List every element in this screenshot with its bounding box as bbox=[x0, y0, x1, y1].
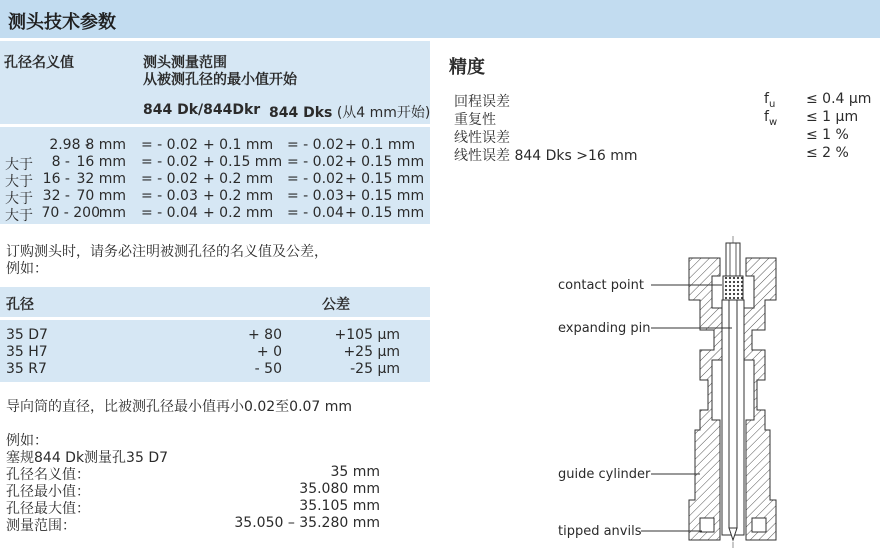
row-prefix: 大于 bbox=[5, 157, 33, 173]
row-from: 16 - bbox=[42, 171, 70, 187]
example-label: 测量范围： bbox=[6, 518, 76, 534]
precision-title: 精度 bbox=[449, 57, 485, 78]
row-prefix: 大于 bbox=[5, 208, 33, 224]
example-value: 35.080 mm bbox=[299, 481, 380, 497]
precision-symbol: $f_w$ bbox=[764, 109, 778, 128]
row-from: 70 - 200 bbox=[41, 205, 100, 221]
example-label: 孔径名义值： bbox=[6, 467, 90, 483]
example-label: 孔径最大值： bbox=[6, 501, 90, 517]
body-right bbox=[744, 258, 776, 540]
order-note-line2: 例如： bbox=[6, 261, 48, 277]
row-from: 32 - bbox=[42, 188, 70, 204]
example-label: 孔径最小值： bbox=[6, 484, 90, 500]
example-line1: 例如： bbox=[6, 433, 48, 449]
tolerance-mm: + 0 bbox=[256, 344, 282, 360]
precision-value: ≤ 2 % bbox=[806, 145, 849, 161]
row-dk-min: = - 0.02 bbox=[141, 137, 198, 153]
example-value: 35.050 – 35.280 mm bbox=[234, 515, 380, 531]
bore-value: 35 H7 bbox=[6, 344, 48, 360]
tolerance-um: +105 µm bbox=[334, 327, 400, 343]
row-dks-max: + 0.15 mm bbox=[345, 188, 425, 204]
tolerance-mm: + 80 bbox=[248, 327, 282, 343]
row-dk-min: = - 0.04 bbox=[141, 205, 198, 221]
precision-value: ≤ 1 µm bbox=[806, 109, 859, 125]
row-dk-min: = - 0.02 bbox=[141, 171, 198, 187]
precision-label: 回程误差 bbox=[454, 94, 510, 110]
row-dk-max: + 0.2 mm bbox=[203, 171, 274, 187]
row-to: 70 mm bbox=[76, 188, 126, 204]
row-dk-max: + 0.15 mm bbox=[203, 154, 283, 170]
precision-value: ≤ 1 % bbox=[806, 127, 849, 143]
row-dks-min: = - 0.04 bbox=[287, 205, 344, 221]
contact-point bbox=[723, 276, 743, 300]
row-dks-max: + 0.15 mm bbox=[345, 205, 425, 221]
bore-value: 35 D7 bbox=[6, 327, 48, 343]
row-prefix: 大于 bbox=[5, 191, 33, 207]
page-title: 测头技术参数 bbox=[8, 12, 116, 33]
precision-label: 重复性 bbox=[454, 112, 496, 128]
subheader-dk: 844 Dk/844Dkr bbox=[143, 102, 261, 118]
row-dk-max: + 0.2 mm bbox=[203, 188, 274, 204]
col-bore-header: 孔径 bbox=[6, 297, 34, 313]
tolerance-um: +25 µm bbox=[343, 344, 400, 360]
tolerance-um: -25 µm bbox=[350, 361, 400, 377]
row-to: 8 mm bbox=[85, 137, 126, 153]
row-dks-min: = - 0.02 bbox=[287, 154, 344, 170]
row-dks-min: = - 0.02 bbox=[287, 171, 344, 187]
label-contact-point: contact point bbox=[558, 278, 644, 293]
row-from: 8 - bbox=[51, 154, 70, 170]
col-range-header-line2: 从被测孔径的最小值开始 bbox=[143, 72, 297, 88]
tolerance-mm: - 50 bbox=[254, 361, 282, 377]
order-note-line1: 订购测头时，请务必注明被测孔径的名义值及公差， bbox=[6, 244, 328, 260]
row-dks-min: = - 0.02 bbox=[287, 137, 344, 153]
body-left bbox=[689, 258, 722, 540]
precision-label: 线性误差 844 Dks >16 mm bbox=[454, 148, 638, 164]
label-guide-cylinder: guide cylinder bbox=[558, 467, 651, 482]
label-tipped-anvils: tipped anvils bbox=[558, 524, 642, 539]
bore-value: 35 R7 bbox=[6, 361, 47, 377]
row-dk-min: = - 0.03 bbox=[141, 188, 198, 204]
tipped-anvil-left bbox=[700, 518, 714, 532]
row-to: 32 mm bbox=[76, 171, 126, 187]
row-to: mm bbox=[98, 205, 126, 221]
col-range-header-line1: 测头测量范围 bbox=[143, 55, 227, 71]
row-dks-max: + 0.1 mm bbox=[345, 137, 416, 153]
precision-value: ≤ 0.4 µm bbox=[806, 91, 872, 107]
row-dk-max: + 0.1 mm bbox=[203, 137, 274, 153]
expanding-pin bbox=[729, 300, 737, 528]
precision-symbol: $f_u$ bbox=[764, 91, 776, 110]
row-from: 2.98 - bbox=[49, 137, 90, 153]
label-expanding-pin: expanding pin bbox=[558, 321, 651, 336]
row-to: 16 mm bbox=[76, 154, 126, 170]
example-value: 35 mm bbox=[330, 464, 380, 480]
row-dk-min: = - 0.02 bbox=[141, 154, 198, 170]
example-value: 35.105 mm bbox=[299, 498, 380, 514]
row-dks-max: + 0.15 mm bbox=[345, 171, 425, 187]
precision-label: 线性误差 bbox=[454, 130, 510, 146]
top-stub bbox=[726, 243, 740, 276]
row-prefix: 大于 bbox=[5, 174, 33, 190]
row-dks-max: + 0.15 mm bbox=[345, 154, 425, 170]
row-dks-min: = - 0.03 bbox=[287, 188, 344, 204]
subheader-dks-note: (从4 mm开始) bbox=[336, 105, 431, 121]
col-tolerance-header: 公差 bbox=[322, 297, 350, 313]
example-line2: 塞规844 Dk测量孔35 D7 bbox=[6, 450, 169, 466]
guide-cylinder-note: 导向筒的直径，比被测孔径最小值再小0.02至0.07 mm bbox=[6, 399, 353, 415]
subheader-dks-model: 844 Dks bbox=[269, 105, 333, 121]
col-bore-nominal-header: 孔径名义值 bbox=[4, 55, 74, 71]
tipped-anvil-right bbox=[752, 518, 766, 532]
row-dk-max: + 0.2 mm bbox=[203, 205, 274, 221]
